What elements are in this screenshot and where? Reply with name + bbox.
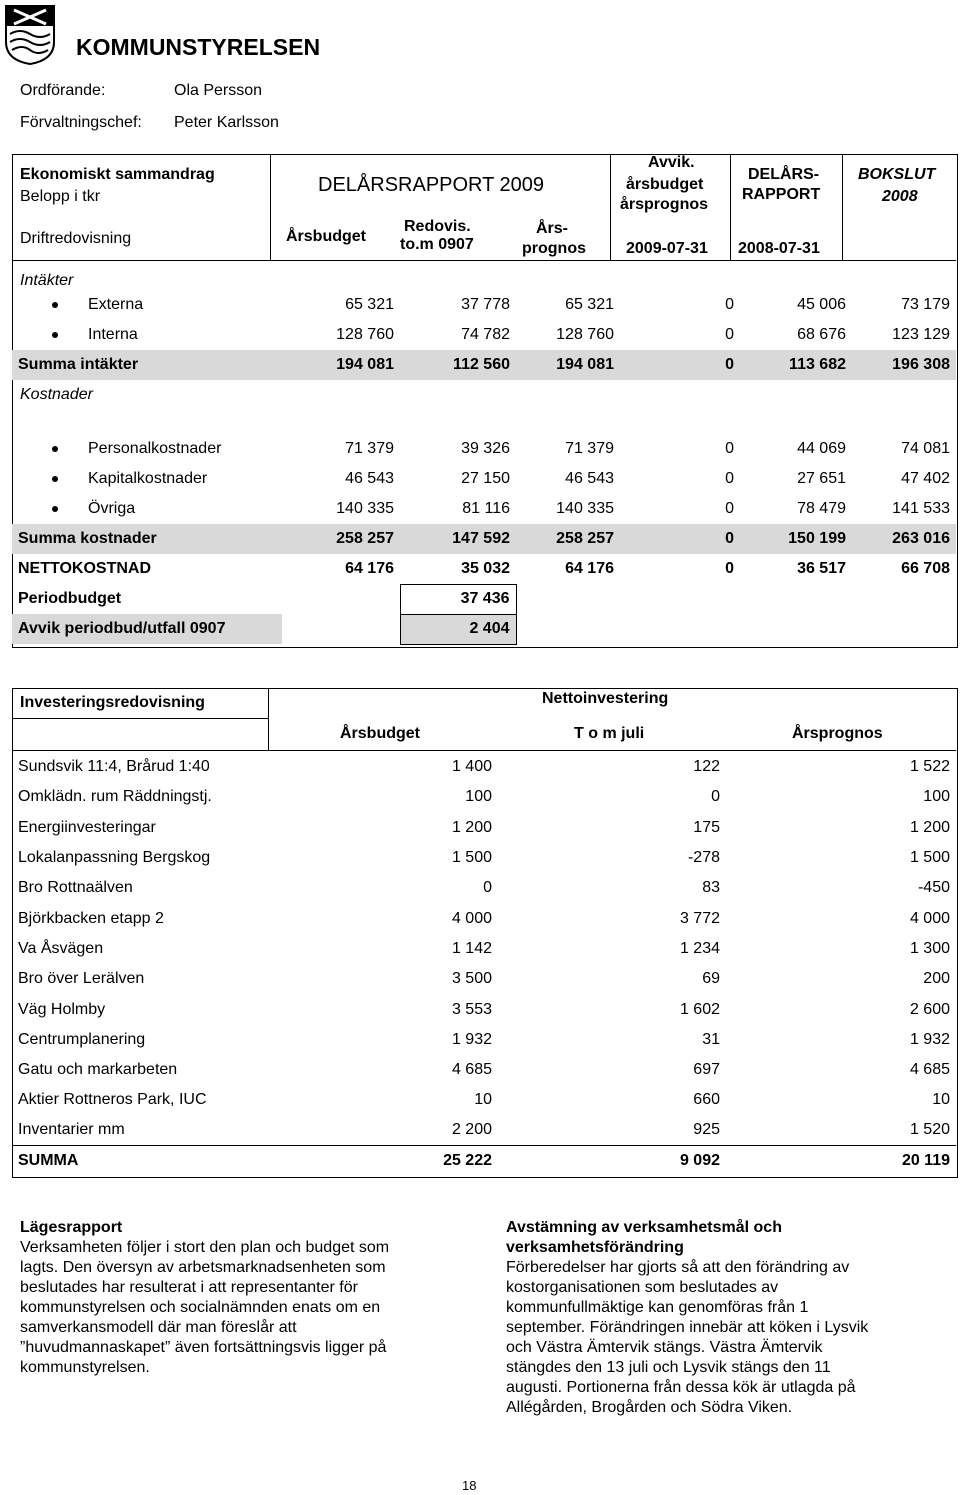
col-header-delars-1: DELÅRS- <box>748 166 820 183</box>
cell-value: 81 116 <box>462 500 510 517</box>
row-label: Väg Holmby <box>18 1000 106 1018</box>
avstamning-block <box>506 1218 936 1418</box>
row-label: Aktier Rottneros Park, IUC <box>18 1091 207 1109</box>
text-line: Förberedelser har gjorts så att den förändring av <box>506 1259 850 1276</box>
col-header-avvik-2: årsbudget <box>626 176 704 193</box>
table-row <box>12 1116 956 1146</box>
col-header-delars-date: 2008-07-31 <box>738 240 820 257</box>
cell-value: 925 <box>693 1121 720 1139</box>
row-label: Omklädn. rum Räddningstj. <box>18 788 212 806</box>
intakter-table <box>12 290 956 380</box>
table-row <box>12 934 956 964</box>
col-header-arsprognos-1: Års- <box>536 220 569 237</box>
row-label: Avvik periodbud/utfall 0907 <box>12 614 282 644</box>
cell-value: 37 436 <box>400 584 516 614</box>
cell-value: 2 600 <box>909 1000 950 1018</box>
row-label: Personalkostnader <box>88 440 222 457</box>
cell-value: 0 <box>725 500 734 517</box>
cell-value: 128 760 <box>336 326 394 343</box>
cell-value: 1 522 <box>909 758 950 776</box>
cell-value: 10 <box>932 1091 950 1109</box>
cell-value: 112 560 <box>400 350 516 380</box>
cell-value: 1 234 <box>679 939 720 957</box>
cell-value: 35 032 <box>461 559 510 577</box>
lagesrapport-block <box>20 1218 450 1378</box>
cell-value: 74 782 <box>461 326 510 343</box>
invest-col-tom-juli: T o m juli <box>574 725 645 742</box>
text-line: augusti. Portionerna från dessa kök är utlagda på <box>506 1379 856 1396</box>
col-header-avvik-1: Avvik. <box>648 154 695 171</box>
cell-value: 3 772 <box>679 909 720 927</box>
text-line: september. Förändringen innebär att köken i Lysvik <box>506 1319 869 1336</box>
bullet-icon <box>52 440 88 457</box>
text-line: kostorganisationen som beslutades av <box>506 1279 779 1296</box>
cell-value: 71 379 <box>565 440 614 457</box>
cell-value: 9 092 <box>679 1152 720 1170</box>
cell-value: 140 335 <box>556 500 614 517</box>
forvaltningschef-label: Förvaltningschef: <box>20 114 142 131</box>
table-row <box>12 873 956 903</box>
invest-col-arsbudget: Årsbudget <box>340 725 420 742</box>
cell-value: 3 553 <box>451 1000 492 1018</box>
invest-table <box>12 752 956 1176</box>
cell-value: 78 479 <box>797 500 846 517</box>
cell-value: 31 <box>702 1030 720 1048</box>
row-label: Inventarier mm <box>18 1121 125 1139</box>
municipality-coat-of-arms-logo <box>4 4 56 66</box>
cell-value: 65 321 <box>565 296 614 313</box>
row-label: Va Åsvägen <box>18 939 104 957</box>
cell-value: 73 179 <box>901 296 950 313</box>
cell-value: 141 533 <box>892 500 950 517</box>
ordforande-label: Ordförande: <box>20 82 106 99</box>
text-line: kommunstyrelsen och socialnämnden enats om en <box>20 1299 381 1316</box>
text-line: Allégården, Brogården och Södra Viken. <box>506 1399 793 1416</box>
col-header-avvik-3: årsprognos <box>620 196 709 213</box>
row-label: Björkbacken etapp 2 <box>18 909 164 927</box>
text-line: Verksamheten följer i stort den plan och budget som <box>20 1239 390 1256</box>
table-row <box>12 434 956 464</box>
cell-value: 2 200 <box>451 1121 492 1139</box>
cell-value: 0 <box>620 524 740 554</box>
row-label: Summa kostnader <box>12 524 282 554</box>
cell-value: 44 069 <box>797 440 846 457</box>
cell-value: 45 006 <box>797 296 846 313</box>
table-row <box>12 843 956 873</box>
cell-value: 0 <box>725 440 734 457</box>
cell-value: 66 708 <box>901 560 950 577</box>
cell-value: 1 300 <box>909 939 950 957</box>
cell-value: 0 <box>725 296 734 313</box>
ordforande-value: Ola Persson <box>174 82 263 99</box>
cell-value: 71 379 <box>345 440 394 457</box>
cell-value: 100 <box>465 788 492 806</box>
col-header-arsprognos-2: prognos <box>522 240 586 257</box>
nettoinvestering-header: Nettoinvestering <box>542 690 669 707</box>
cell-value: 0 <box>725 326 734 343</box>
cell-value: 140 335 <box>336 500 394 517</box>
table-row <box>12 1055 956 1085</box>
row-label: Energiinvesteringar <box>18 818 156 836</box>
bullet-icon <box>52 296 88 313</box>
page-number: 18 <box>462 1478 477 1493</box>
page-title: KOMMUNSTYRELSEN <box>76 34 321 60</box>
bullet-icon <box>52 500 88 517</box>
bullet-icon <box>52 326 88 343</box>
col-header-redovis-2: to.m 0907 <box>400 236 474 253</box>
row-label: Centrumplanering <box>18 1030 146 1048</box>
cell-value: 123 129 <box>892 326 950 343</box>
row-label: Externa <box>88 296 144 313</box>
cell-value: 258 257 <box>282 524 400 554</box>
text-line: samverkansmodell där man föreslår att <box>20 1319 297 1336</box>
text-line: och Västra Ämtervik stängs. Västra Ämtervik <box>506 1339 823 1356</box>
table-row <box>12 752 956 782</box>
table-row <box>12 494 956 524</box>
table-row <box>12 1025 956 1055</box>
cell-value: 27 150 <box>461 470 510 487</box>
cell-value: 263 016 <box>852 524 956 554</box>
kostnader-table <box>12 434 956 645</box>
table-row <box>12 964 956 994</box>
row-label: Gatu och markarbeten <box>18 1061 178 1079</box>
cell-value: 194 081 <box>516 350 620 380</box>
forvaltningschef-value: Peter Karlsson <box>174 114 279 131</box>
cell-value: 4 685 <box>451 1061 492 1079</box>
cell-value: 113 682 <box>740 350 852 380</box>
cell-value: 36 517 <box>797 560 846 577</box>
cell-value: 0 <box>725 470 734 487</box>
cell-value: 697 <box>693 1061 720 1079</box>
table-row <box>12 290 956 320</box>
delarsrapport-2009-header: DELÅRSRAPPORT 2009 <box>318 174 545 196</box>
col-header-redovis-1: Redovis. <box>404 218 471 235</box>
row-label: Bro över Lerälven <box>18 970 145 988</box>
col-header-avvik-date: 2009-07-31 <box>626 240 708 257</box>
cell-value: 46 543 <box>565 470 614 487</box>
nettokostnad-row <box>12 554 956 584</box>
periodbudget-row <box>12 584 956 614</box>
invest-title: Investeringsredovisning <box>20 694 205 711</box>
cell-value: 196 308 <box>852 350 956 380</box>
cell-value: 10 <box>474 1091 492 1109</box>
cell-value: 4 000 <box>909 909 950 927</box>
cell-value: 2 404 <box>400 614 516 644</box>
table-row <box>12 813 956 843</box>
lagesrapport-heading: Lägesrapport <box>20 1219 123 1236</box>
col-header-bokslut-2: 2008 <box>882 188 918 205</box>
cell-value: -278 <box>687 849 720 867</box>
cell-value: 1 142 <box>451 939 492 957</box>
cell-value: 64 176 <box>345 560 394 577</box>
cell-value: 147 592 <box>400 524 516 554</box>
cell-value: 65 321 <box>345 296 394 313</box>
summa-kostnader-row <box>12 524 956 554</box>
cell-value: 194 081 <box>282 350 400 380</box>
cell-value: 200 <box>923 970 950 988</box>
cell-value: 258 257 <box>516 524 620 554</box>
cell-value: 64 176 <box>565 560 614 577</box>
text-line: kommunstyrelsen. <box>20 1359 150 1376</box>
cell-value: 1 520 <box>909 1121 950 1139</box>
cell-value: 1 500 <box>909 849 950 867</box>
cell-value: 37 778 <box>461 296 510 313</box>
cell-value: 1 602 <box>679 1000 720 1018</box>
cell-value: 660 <box>693 1091 720 1109</box>
summa-intakter-row <box>12 350 956 380</box>
text-line: beslutades har resulterat i att representanter för <box>20 1279 358 1296</box>
bullet-icon <box>52 470 88 487</box>
table-row <box>12 782 956 812</box>
kostnader-section-label: Kostnader <box>20 386 93 403</box>
row-label: Summa intäkter <box>12 350 282 380</box>
row-label: NETTOKOSTNAD <box>18 560 152 577</box>
cell-value: 4 685 <box>909 1061 950 1079</box>
cell-value: 74 081 <box>901 440 950 457</box>
cell-value: 47 402 <box>901 470 950 487</box>
cell-value: 122 <box>693 758 720 776</box>
table-row <box>12 903 956 933</box>
cell-value: 46 543 <box>345 470 394 487</box>
row-label: Sundsvik 11:4, Brårud 1:40 <box>18 758 210 776</box>
col-header-arsbudget: Årsbudget <box>286 228 366 245</box>
cell-value: 1 500 <box>451 849 492 867</box>
cell-value: 0 <box>483 879 492 897</box>
cell-value: 1 200 <box>451 818 492 836</box>
row-label: Periodbudget <box>18 590 122 607</box>
cell-value: 1 932 <box>909 1030 950 1048</box>
econ-header-title: Ekonomiskt sammandrag <box>20 166 215 183</box>
cell-value: 0 <box>711 788 720 806</box>
col-header-bokslut-1: BOKSLUT <box>858 166 936 183</box>
row-label: Lokalanpassning Bergskog <box>18 849 211 867</box>
cell-value: 175 <box>693 818 720 836</box>
cell-value: 25 222 <box>443 1152 492 1170</box>
cell-value: 20 119 <box>901 1152 950 1170</box>
cell-value: 0 <box>725 560 734 577</box>
cell-value: 150 199 <box>740 524 852 554</box>
text-line: ”huvudmannaskapet” även fortsättningsvis ligger på <box>20 1339 387 1356</box>
row-label: Övriga <box>88 500 136 517</box>
cell-value: 3 500 <box>451 970 492 988</box>
cell-value: 69 <box>702 970 720 988</box>
cell-value: 83 <box>702 879 720 897</box>
invest-col-arsprognos: Årsprognos <box>792 725 883 742</box>
row-label: Kapitalkostnader <box>88 470 208 487</box>
cell-value: 39 326 <box>461 440 510 457</box>
cell-value: 1 200 <box>909 818 950 836</box>
cell-value: -450 <box>917 879 950 897</box>
text-line: lagts. Den översyn av arbetsmarknadsenheten som <box>20 1259 386 1276</box>
invest-summa-row <box>12 1146 956 1176</box>
col-header-delars-2: RAPPORT <box>742 186 821 203</box>
table-row <box>12 1085 956 1115</box>
avstamning-heading-2: verksamhetsförändring <box>506 1239 684 1256</box>
driftredovisning-label: Driftredovisning <box>20 230 132 247</box>
intakter-section-label: Intäkter <box>20 272 74 289</box>
table-row <box>12 464 956 494</box>
row-label: Interna <box>88 326 138 343</box>
avvik-period-row <box>12 614 956 644</box>
table-row <box>12 994 956 1024</box>
text-line: kommunfullmäktige kan genomföras från 1 <box>506 1299 809 1316</box>
text-line: stängdes den 13 juli och Lysvik stängs den 11 <box>506 1359 831 1376</box>
cell-value: 0 <box>620 350 740 380</box>
cell-value: 1 400 <box>451 758 492 776</box>
cell-value: 27 651 <box>797 470 846 487</box>
cell-value: 100 <box>923 788 950 806</box>
row-label: Bro Rottnaälven <box>18 879 133 897</box>
cell-value: 1 932 <box>451 1030 492 1048</box>
cell-value: 128 760 <box>556 326 614 343</box>
cell-value: 68 676 <box>797 326 846 343</box>
econ-header-unit: Belopp i tkr <box>20 188 101 205</box>
table-row <box>12 320 956 350</box>
cell-value: 4 000 <box>451 909 492 927</box>
row-label: SUMMA <box>18 1152 79 1170</box>
avstamning-heading-1: Avstämning av verksamhetsmål och <box>506 1219 782 1236</box>
